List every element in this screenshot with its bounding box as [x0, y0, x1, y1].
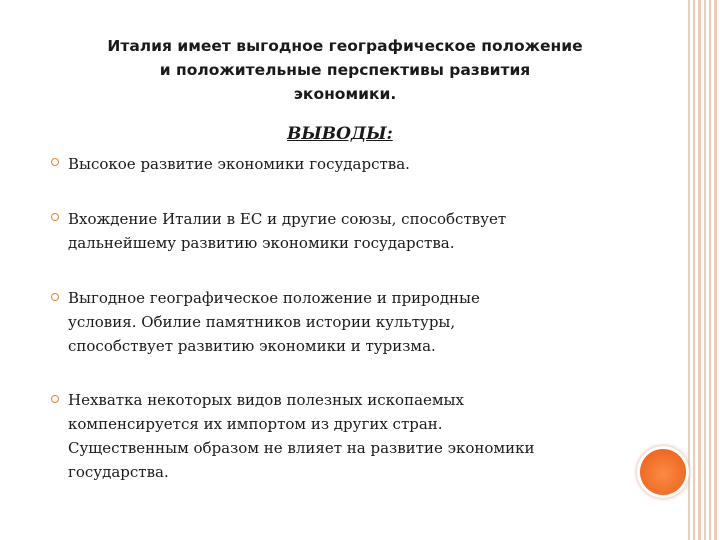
- item-line: Выгодное географическое положение и природные: [68, 289, 480, 307]
- list-item: [68, 152, 668, 176]
- bullet-icon: [51, 395, 59, 403]
- slide-title: [50, 34, 640, 106]
- title-line: и положительные перспективы развития: [159, 61, 531, 79]
- item-line: условия. Обилие памятников истории культуры,: [68, 313, 456, 331]
- item-line: Вхождение Италии в ЕС и другие союзы, способствует: [68, 210, 507, 228]
- conclusions-heading: ВЫВОДЫ:: [287, 124, 393, 144]
- list-item: [68, 286, 668, 358]
- title-line: Италия имеет выгодное географическое положение: [107, 37, 583, 55]
- bullet-icon: [51, 158, 59, 166]
- decorative-stripes: [688, 0, 720, 540]
- item-line: Нехватка некоторых видов полезных ископаемых: [68, 391, 464, 409]
- item-line: способствует развитию экономики и туризма.: [68, 337, 436, 355]
- list-item: [68, 207, 668, 255]
- list-item: [68, 388, 668, 484]
- item-line: Существенным образом не влияет на развитие экономики: [68, 439, 535, 457]
- bullet-icon: [51, 293, 59, 301]
- item-line: компенсируется их импортом из других стран.: [68, 415, 443, 433]
- bullet-icon: [51, 213, 59, 221]
- title-line: экономики.: [293, 85, 397, 103]
- item-line: Высокое развитие экономики государства.: [68, 155, 410, 173]
- item-line: дальнейшему развитию экономики государства.: [68, 234, 455, 252]
- item-line: государства.: [68, 463, 169, 481]
